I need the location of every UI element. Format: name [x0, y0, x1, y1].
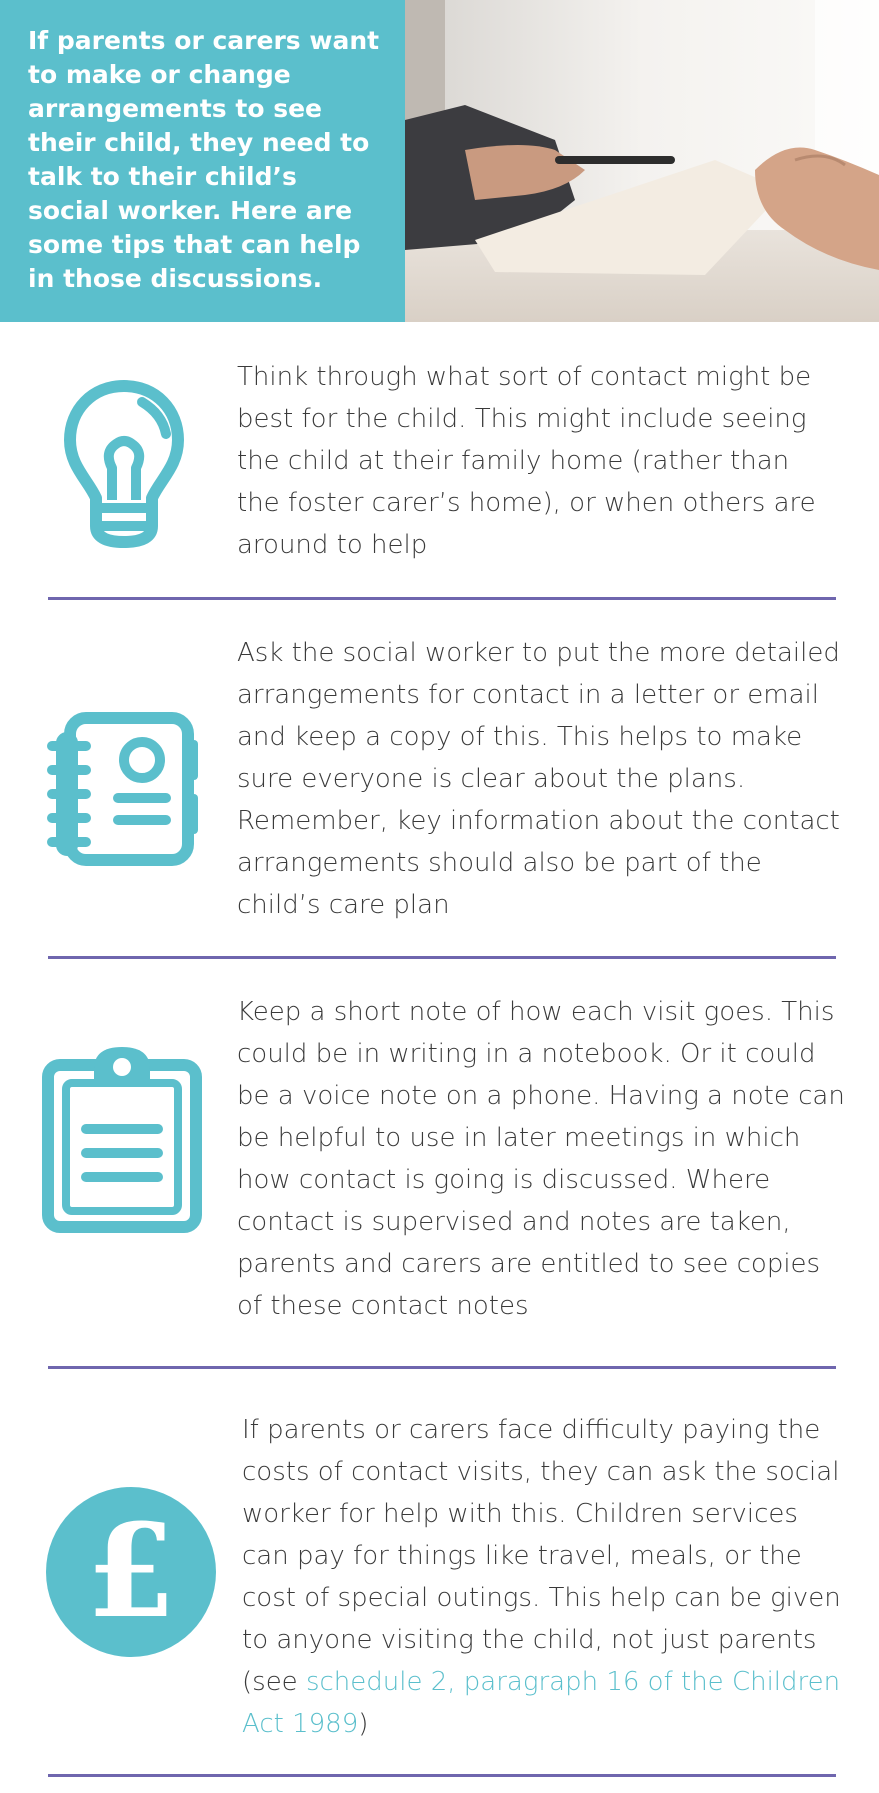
divider-4	[48, 1774, 836, 1777]
tip-1-text: Think through what sort of contact might be best for the child. This might include seeing the child at their family home (rather than the foster carer’s home), or when others are around to help	[237, 362, 816, 560]
tip-2	[0, 600, 879, 956]
pound-symbol: £	[86, 1497, 176, 1647]
tip-2-text: Ask the social worker to put the more detailed arrangements for contact in a letter or email and keep a copy of this. This helps to make sure everyone is clear about the plans. Remember, key information about the contact arrangements should also be part of the child’s care plan	[237, 638, 840, 920]
pound-sign-icon	[46, 1487, 216, 1657]
tip-3-text: Keep a short note of how each visit goes. This could be in writing in a notebook. Or it could be a voice note on a phone. Having a note can be helpful to use in later meetings in which how contact is going is discussed. Where contact is supervised and notes are taken, parents and carers are entitled to see copies of these contact notes	[237, 997, 845, 1321]
lightbulb-icon	[62, 376, 186, 552]
intro-box	[0, 0, 405, 322]
address-book-icon	[46, 710, 202, 868]
tip-4-text	[242, 1409, 847, 1745]
header-banner	[0, 0, 879, 322]
tip-4	[0, 1369, 879, 1779]
tip-1	[0, 322, 879, 602]
children-act-link[interactable]: schedule 2, paragraph 16 of the Children Act 1989	[242, 1667, 841, 1739]
tip-3	[0, 959, 879, 1369]
intro-text: If parents or carers want to make or change arrangements to see their child, they need to talk to their child’s social worker. Here are some tips that can help in those discussions.	[28, 26, 380, 293]
tip-4-text-close: )	[358, 1709, 369, 1739]
clipboard-icon	[42, 1039, 202, 1233]
tip-4-text-body: If parents or carers face difficulty paying the costs of contact visits, they can ask the social worker for help with this. Children services can pay for things like travel, meals, or the cost of special outings. This help can be given to anyone visiting the child, not just parents (see	[242, 1415, 841, 1697]
handshake-document-photo	[405, 0, 879, 322]
